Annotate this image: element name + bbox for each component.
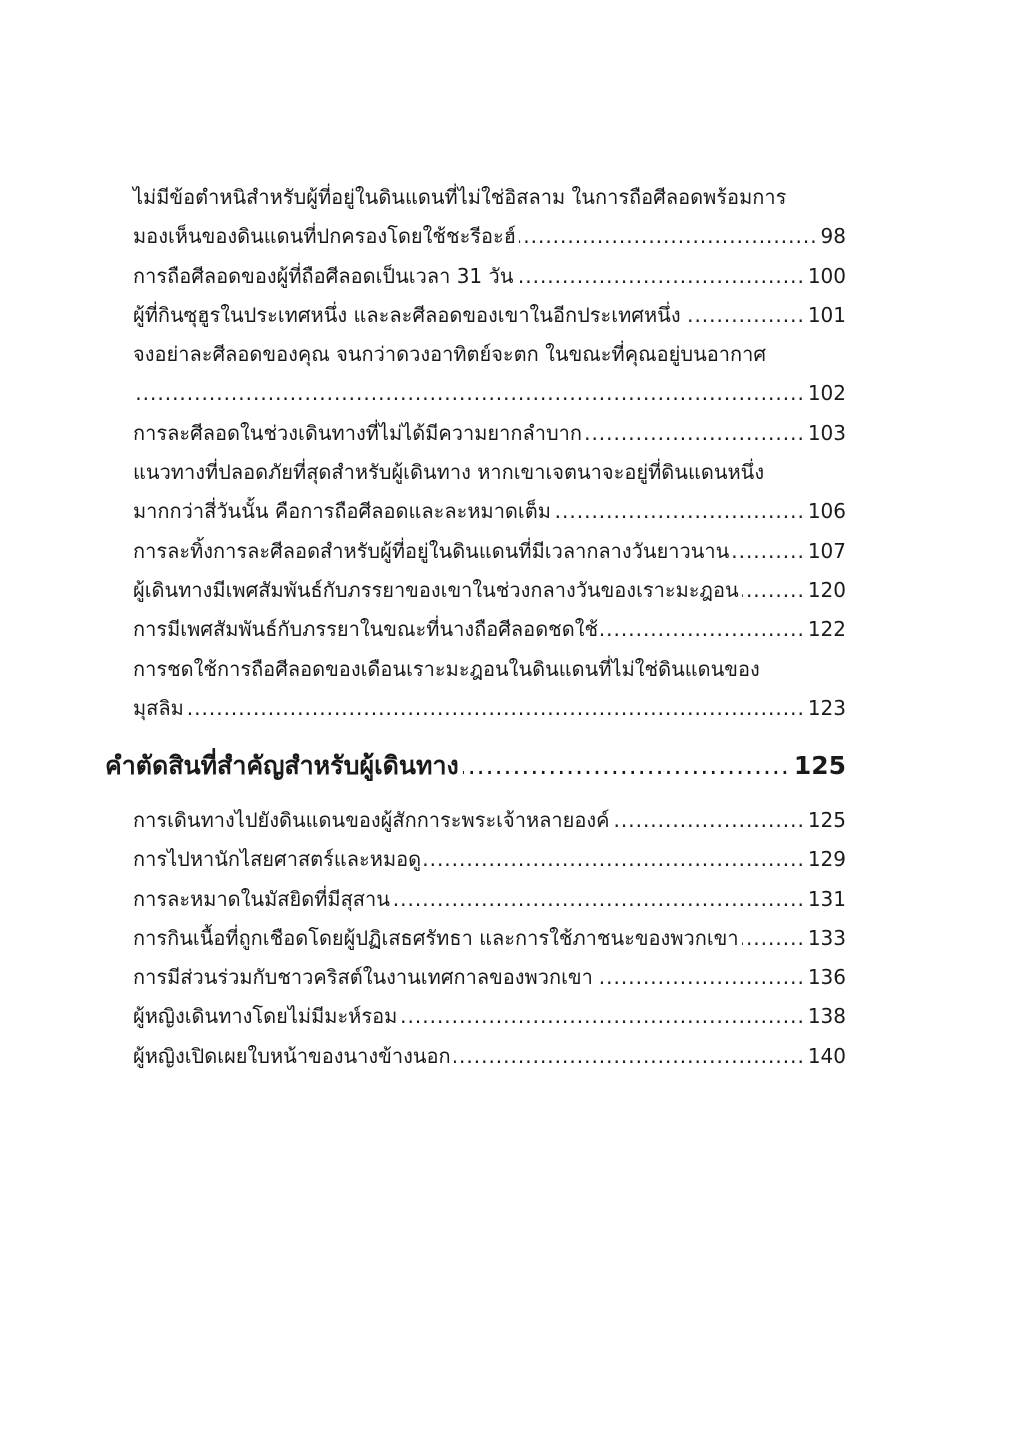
dot-leader (732, 532, 804, 571)
toc-entry-line (133, 801, 846, 840)
toc-entry-title: จงอย่าละศีลอดของคุณ จนกว่าดวงอาทิตย์จะตก ในขณะที่คุณอยู่บนอากาศ (133, 342, 767, 367)
toc-entry[interactable] (133, 335, 846, 414)
toc-entry-line (133, 492, 846, 531)
toc-entry-line (133, 296, 846, 335)
toc-entry-page: 136 (807, 965, 846, 990)
toc-entry-title: การกินเนื้อที่ถูกเชือดโดยผู้ปฏิเสธศรัทธา และการใช้ภาชนะของพวกเขา (133, 925, 739, 950)
toc-entry[interactable] (133, 840, 846, 879)
dot-leader (554, 492, 805, 531)
toc-entry-line (133, 374, 846, 413)
toc-entry-line (133, 689, 846, 728)
toc-section-2 (133, 801, 846, 1076)
toc-entry-page: 129 (807, 847, 846, 872)
toc-entry[interactable] (133, 610, 846, 649)
toc-entry-title: การเดินทางไปยังดินแดนของผู้สักการะพระเจ้าหลายองค์ (133, 808, 610, 832)
toc-entry-title: การละศีลอดในช่วงเดินทางที่ไม่ได้มีความยากลำบาก (133, 420, 582, 445)
dot-leader (742, 919, 805, 958)
toc-entry-title: ผู้หญิงเปิดเผยใบหน้าของนางข้างนอก (133, 1043, 451, 1068)
toc-entry-title: แนวทางที่ปลอดภัยที่สุดสำหรับผู้เดินทาง หากเขาเจตนาจะอยู่ที่ดินแดนหนึ่ง (133, 460, 765, 485)
toc-entry-page: 125 (807, 808, 846, 832)
toc-entry[interactable] (133, 1037, 846, 1076)
toc-entry-page: 131 (807, 886, 846, 911)
toc-entry-title: การมีเพศสัมพันธ์กับภรรยาในขณะที่นางถือศีลอดชดใช้ (133, 617, 599, 642)
toc-entry[interactable] (133, 414, 846, 453)
toc-entry-title: ผู้หญิงเดินทางโดยไม่มีมะห์รอม (133, 1004, 398, 1029)
toc-entry-line (133, 335, 846, 374)
toc-entry-title: ไม่มีข้อตำหนิสำหรับผู้ที่อยู่ในดินแดนที่ไม่ใช่อิสลาม ในการถือศีลอดพร้อมการ (133, 185, 787, 209)
toc-entry-page: 103 (807, 420, 846, 445)
toc-entry[interactable] (133, 178, 846, 257)
toc-entry-line (133, 919, 846, 958)
dot-leader (393, 880, 805, 919)
dot-leader (742, 571, 805, 610)
dot-leader (454, 1037, 805, 1076)
toc-entry-line (133, 217, 846, 256)
dot-leader (424, 840, 805, 879)
toc-entry-line (133, 571, 846, 610)
toc-section-1 (133, 178, 846, 728)
toc-entry-line (133, 958, 846, 997)
toc-entry-page: 106 (807, 499, 846, 524)
chapter-page: 125 (793, 751, 846, 780)
toc-entry[interactable] (133, 257, 846, 296)
toc-entry-page: 100 (807, 263, 846, 288)
toc-entry[interactable] (133, 571, 846, 610)
toc-entry-page: 133 (807, 925, 846, 950)
toc-entry[interactable] (133, 880, 846, 919)
toc-entry-title: การไปหานักไสยศาสตร์และหมอดู (133, 847, 422, 872)
toc-entry-title: มุสลิม (133, 695, 184, 720)
toc-entry[interactable] (133, 801, 846, 840)
toc-entry-title: การชดใช้การถือศีลอดของเดือนเราะมะฎอนในดินแดนที่ไม่ใช่ดินแดนของ (133, 656, 760, 681)
dot-leader (601, 610, 805, 649)
toc-entry-line (133, 414, 846, 453)
toc-entry-page: 138 (807, 1004, 846, 1029)
dot-leader (187, 689, 805, 728)
dot-leader (516, 257, 804, 296)
toc-chapter-heading[interactable] (105, 744, 846, 788)
toc-entry-line (133, 453, 846, 492)
toc-entry-line (133, 257, 846, 296)
toc-entry-title: การละทิ้งการละศีลอดสำหรับผู้ที่อยู่ในดินแดนที่มีเวลากลางวันยาวนาน (133, 538, 730, 563)
toc-entry[interactable] (133, 650, 846, 729)
toc-entry[interactable] (133, 919, 846, 958)
dot-leader (463, 744, 790, 788)
toc-entry-title: การมีส่วนร่วมกับชาวคริสต์ในงานเทศกาลของพวกเขา (133, 965, 593, 990)
dot-leader (613, 801, 805, 840)
toc-entry-line (133, 178, 846, 217)
toc-entry-page: 140 (807, 1043, 846, 1068)
toc-entry-line (133, 650, 846, 689)
toc-entry[interactable] (133, 997, 846, 1036)
toc-entry-title: การละหมาดในมัสยิดที่มีสุสาน (133, 886, 390, 911)
toc-entry-page: 98 (820, 224, 846, 249)
toc-entry-title: ผู้เดินทางมีเพศสัมพันธ์กับภรรยาของเขาในช่วงกลางวันของเราะมะฎอน (133, 577, 739, 602)
toc-entry[interactable] (133, 532, 846, 571)
toc-entry-page: 101 (807, 302, 846, 327)
dot-leader (136, 374, 805, 413)
toc-entry[interactable] (133, 296, 846, 335)
toc-entry-page: 107 (807, 538, 846, 563)
toc-entry-page: 120 (807, 577, 846, 602)
toc-entry-page: 102 (807, 381, 846, 406)
toc-entry-page: 122 (807, 617, 846, 642)
toc-entry-line (133, 610, 846, 649)
toc-entry-title: ผู้ที่กินซุฮูรในประเทศหนึ่ง และละศีลอดของเขาในอีกประเทศหนึ่ง (133, 302, 681, 327)
chapter-title: คำตัดสินที่สำคัญสำหรับผู้เดินทาง (105, 751, 459, 780)
toc-entry-line (133, 1037, 846, 1076)
toc-entry-line (133, 880, 846, 919)
toc-entry-line (133, 532, 846, 571)
dot-leader (596, 958, 805, 997)
dot-leader (400, 997, 805, 1036)
toc-entry-line (133, 840, 846, 879)
toc-entry-title: มองเห็นของดินแดนที่ปกครองโดยใช้ชะรีอะฮ์ (133, 224, 517, 249)
toc-entry[interactable] (133, 453, 846, 532)
toc-entry[interactable] (133, 958, 846, 997)
toc-entry-page: 123 (807, 695, 846, 720)
toc-entry-title: การถือศีลอดของผู้ที่ถือศีลอดเป็นเวลา 31 วัน (133, 263, 514, 288)
dot-leader (684, 296, 805, 335)
dot-leader (519, 217, 818, 256)
toc-entry-title: มากกว่าสี่วันนั้น คือการถือศีลอดและละหมาดเต็ม (133, 499, 551, 524)
toc-entry-line (133, 997, 846, 1036)
dot-leader (585, 414, 805, 453)
